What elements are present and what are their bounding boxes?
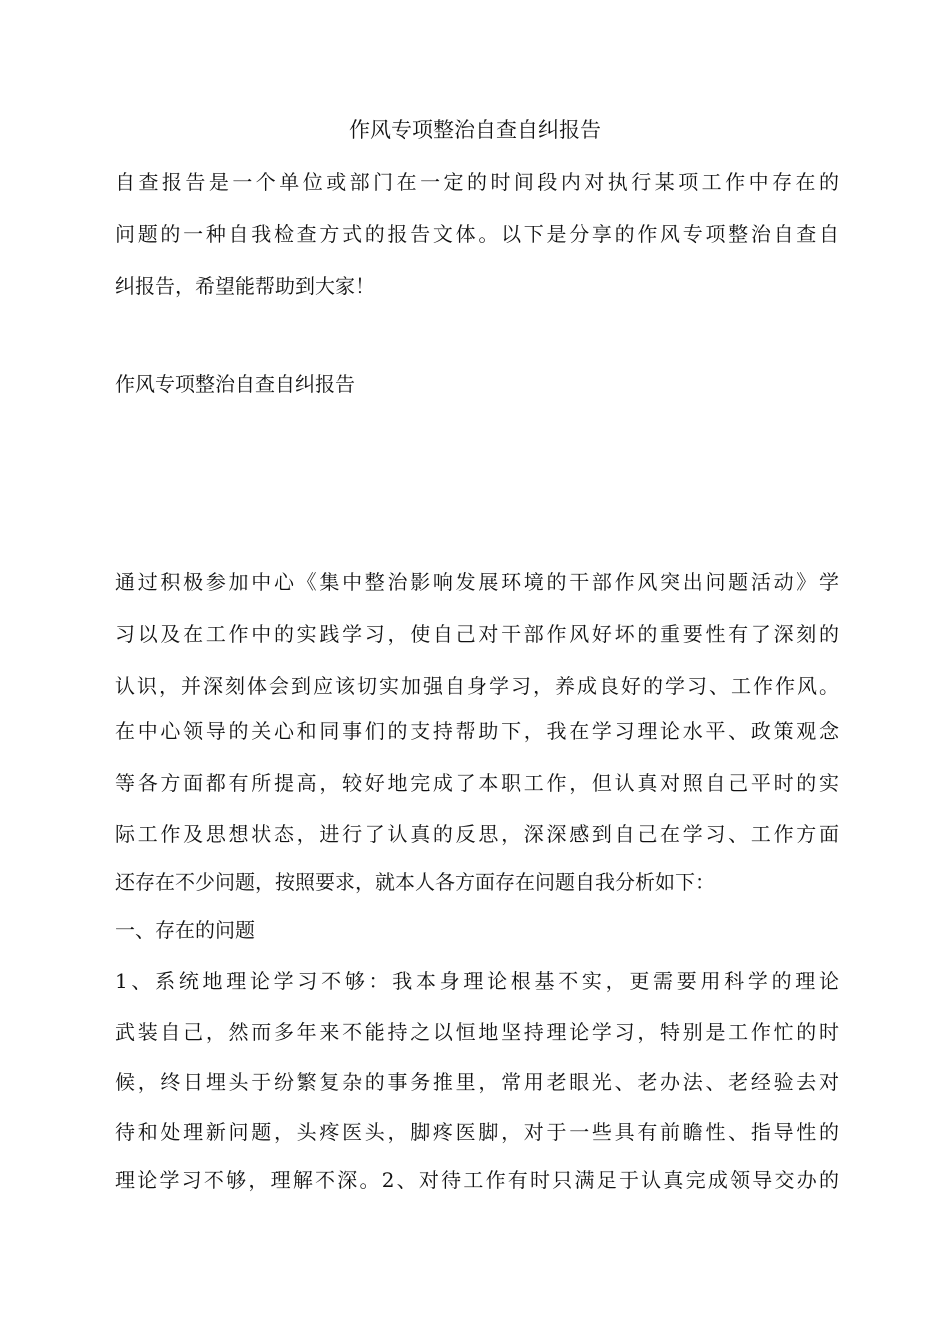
intro-line-1: 自查报告是一个单位或部门在一定的时间段内对执行某项工作中存在的 [115,170,839,194]
item1-line-4: 待和处理新问题，头疼医头，脚疼医脚，对于一些具有前瞻性、指导性的 [115,1120,839,1144]
body-line-1: 通过积极参加中心《集中整治影响发展环境的干部作风突出问题活动》学 [115,570,839,594]
body-line-6: 际工作及思想状态，进行了认真的反思，深深感到自己在学习、工作方面 [115,822,839,846]
item1-line-3: 候，终日埋头于纷繁复杂的事务推里，常用老眼光、老办法、老经验去对 [115,1070,839,1094]
body-line-7: 还存在不少问题，按照要求，就本人各方面存在问题自我分析如下： [115,870,715,894]
section-subtitle: 作风专项整治自查自纠报告 [115,372,355,396]
item1-line-2: 武装自己，然而多年来不能持之以恒地坚持理论学习，特别是工作忙的时 [115,1020,839,1044]
body-line-5: 等各方面都有所提高，较好地完成了本职工作，但认真对照自己平时的实 [115,771,839,795]
item1-line-1: 1、系统地理论学习不够：我本身理论根基不实，更需要用科学的理论 [115,969,839,993]
intro-line-3: 纠报告，希望能帮助到大家！ [115,274,375,298]
item1-line-5: 理论学习不够，理解不深。2、对待工作有时只满足于认真完成领导交办的 [115,1168,839,1192]
body-line-4: 在中心领导的关心和同事们的支持帮助下，我在学习理论水平、政策观念 [115,719,839,743]
intro-line-2: 问题的一种自我检查方式的报告文体。以下是分享的作风专项整治自查自 [115,222,839,246]
body-line-2: 习以及在工作中的实践学习，使自己对干部作风好坏的重要性有了深刻的 [115,622,839,646]
document-title: 作风专项整治自查自纠报告 [349,118,601,142]
section-heading-problems: 一、存在的问题 [115,918,255,942]
body-line-3: 认识，并深刻体会到应该切实加强自身学习，养成良好的学习、工作作风。 [115,674,839,698]
